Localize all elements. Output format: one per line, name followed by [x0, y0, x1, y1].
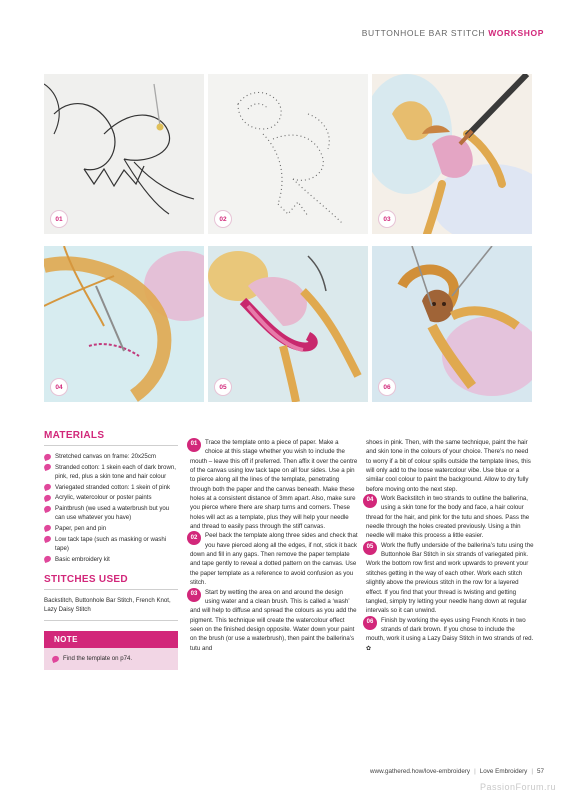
bullet-icon — [51, 655, 60, 663]
bullet-icon — [43, 524, 52, 532]
french-knot-face-illustration — [372, 246, 532, 402]
step-text: Trace the template onto a piece of paper. Make a choice at this stage whether you wish to include the mouth – leave this off if preferred. Then affix it over the centre of the canvas using low tack tape on all four sides. Use a pin to pierce along all the lines of the template, penetrating through both the paper and the canvas beneath. Make these holes at a consistent distance of 3mm apart. Also, make sure you pierce where there are sharp turns and corners. These holes will act as a template, plus they will help your needle and thread to easily pass through the stiff canvas. — [190, 439, 358, 531]
step-number: 02 — [187, 531, 201, 545]
bullet-icon — [43, 483, 52, 491]
stitches-section — [44, 574, 178, 621]
page-number: 57 — [536, 768, 544, 775]
sidebar — [44, 430, 178, 670]
footer-url[interactable]: www.gathered.how/love-embroidery — [369, 768, 471, 775]
bullet-icon — [43, 555, 52, 563]
step-text: Work the fluffy underside of the ballerina’s tutu using the Buttonhole Bar Stitch in six strands of variegated pink. Work the bottom row first and work upwards to prevent your stitches getting in the way of each other. Work each stitch slightly above the previous stitch in the row for a layered effect. If you find that your thread is twisting and getting tangled, simply try letting your needle hang down at regular intervals so it can unwind. — [366, 541, 534, 615]
step-06 — [366, 616, 534, 653]
step-text: Finish by working the eyes using French Knots in two strands of dark brown. If you chose to include the mouth, work it using a Lazy Daisy Stitch in two strands of red. ✿ — [366, 616, 534, 652]
step-03 — [190, 588, 358, 653]
step-photo-05 — [208, 246, 368, 402]
step-badge-04: 04 — [50, 378, 68, 396]
material-item: Paper, pen and pin — [44, 524, 178, 533]
step-badge-02: 02 — [214, 210, 232, 228]
material-item: Acrylic, watercolour or poster paints — [44, 493, 178, 502]
step-photo-03 — [372, 74, 532, 234]
step-badge-05: 05 — [214, 378, 232, 396]
materials-title: MATERIALS — [44, 430, 178, 446]
page-footer: www.gathered.how/love-embroidery | Love Embroidery | 57 — [369, 768, 544, 775]
note-text: Find the template on p74. — [63, 655, 133, 663]
instructions-column-2 — [366, 438, 534, 653]
backstitch-outline-illustration — [44, 246, 204, 402]
header-title: BUTTONHOLE BAR STITCH — [361, 28, 486, 38]
material-item: Variegated stranded cotton: 1 skein of pink — [44, 483, 178, 492]
bullet-icon — [43, 535, 52, 543]
page-header — [362, 28, 544, 38]
step-badge-06: 06 — [378, 378, 396, 396]
note-box — [44, 631, 178, 670]
footer-magazine: Love Embroidery — [479, 768, 528, 775]
material-item: Low tack tape (such as masking or washi tape) — [44, 535, 178, 553]
material-item: Stranded cotton: 1 skein each of dark brown, pink, red, plus a skin tone and hair colour — [44, 463, 178, 481]
materials-list — [44, 452, 178, 564]
step-text: Start by wetting the area on and around the design using water and a clean brush. This is called a ‘wash’ and will help to diffuse and spread the colours as you add the pigment. This technique will create the watercolour effect seen on the finished design opposite. Water down your paint on the brush (or use a waterbrush), then paint the ballerina’s tutu and — [190, 588, 357, 652]
bullet-icon — [43, 494, 52, 502]
watercolour-brush-illustration — [372, 74, 532, 234]
stitches-text: Backstitch, Buttonhole Bar Stitch, French Knot, Lazy Daisy Stitch — [44, 596, 178, 621]
step-04 — [366, 494, 534, 541]
step-text: Work Backstitch in two strands to outline the ballerina, using a skin tone for the body and face, a hair colour thread for the hair, and pink for the tutu and shoes. Pass the needle through the holes created previously. Using a thin needle will make this process a little easier. — [366, 495, 530, 540]
step-badge-03: 03 — [378, 210, 396, 228]
step-photo-06 — [372, 246, 532, 402]
header-accent: WORKSHOP — [488, 28, 544, 38]
step-photo-02 — [208, 74, 368, 234]
bullet-icon — [43, 463, 52, 471]
step-03-continued — [366, 438, 534, 494]
material-item: Stretched canvas on frame: 20x25cm — [44, 452, 178, 461]
note-body — [44, 648, 178, 670]
step-number: 04 — [363, 494, 377, 508]
step-number: 03 — [187, 588, 201, 602]
step-number: 01 — [187, 438, 201, 452]
step-text: Peel back the template along three sides and check that you have pierced along all the edges, if not, stick it back down and fill in any gaps. Then remove the paper template and tape gently to reveal a dotted pattern on the canvas. Use the paper template as a reference to avoid confusion as you stitch. — [190, 532, 358, 587]
material-item: Paintbrush (we used a waterbrush but you can use whatever you have) — [44, 504, 178, 522]
step-photo-01 — [44, 74, 204, 234]
step-05 — [366, 541, 534, 616]
watermark: PassionForum.ru — [479, 782, 556, 792]
step-01 — [190, 438, 358, 531]
instructions-column-1 — [190, 438, 358, 653]
stitches-title: STITCHES USED — [44, 574, 178, 590]
dotted-pattern-illustration — [208, 74, 368, 234]
material-item: Basic embroidery kit — [44, 555, 178, 564]
bullet-icon — [43, 504, 52, 512]
bullet-icon — [43, 452, 52, 460]
buttonhole-tutu-illustration — [208, 246, 368, 402]
step-02 — [190, 531, 358, 587]
step-number: 05 — [363, 541, 377, 555]
step-photo-04 — [44, 246, 204, 402]
step-number: 06 — [363, 616, 377, 630]
sketch-pin-illustration — [44, 74, 204, 234]
step-text: shoes in pink. Then, with the same technique, paint the hair and skin tone in the colours of your choice. There’s no need to worry if a bit of colour spills outside the template lines, this will only add to the loose watercolour vibe. Use blue or a similar cool colour to paint the background. Allow to dry fully before moving onto the next step. — [366, 439, 531, 493]
note-title: NOTE — [44, 631, 178, 648]
step-badge-01: 01 — [50, 210, 68, 228]
